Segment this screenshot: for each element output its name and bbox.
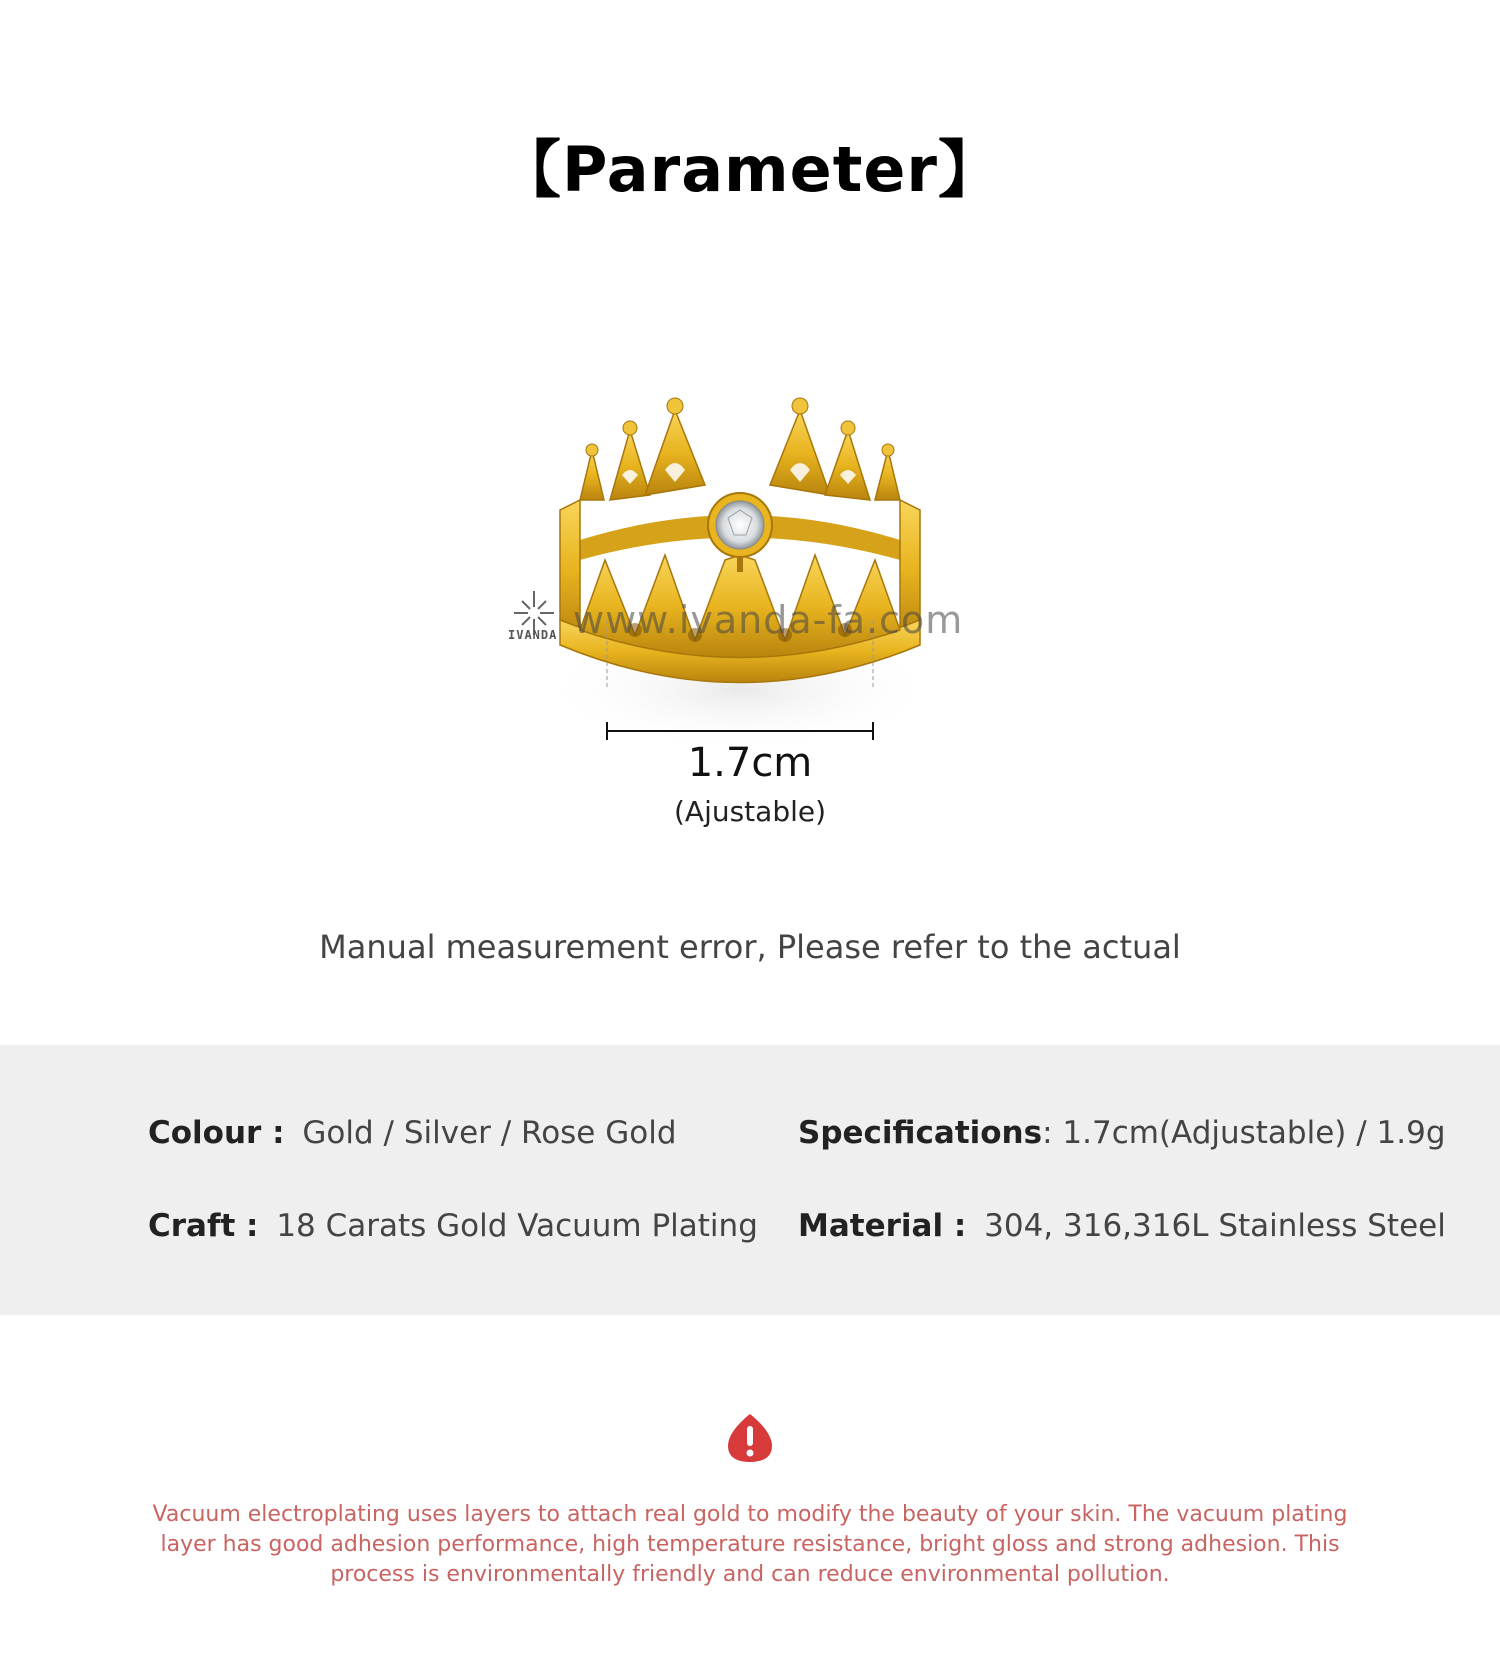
spec-craft-value: 18 Carats Gold Vacuum Plating — [276, 1208, 758, 1244]
spec-material — [798, 1208, 1446, 1244]
measurement-note: (Ajustable) — [673, 795, 827, 828]
specifications-panel — [0, 1045, 1500, 1315]
watermark-url: www.ivanda-fa.com — [573, 598, 964, 642]
spec-specifications-value: : 1.7cm(Adjustable) / 1.9g — [1042, 1115, 1446, 1151]
measurement-disclaimer: Manual measurement error, Please refer to the actual — [319, 928, 1181, 966]
spec-colour-value: Gold / Silver / Rose Gold — [302, 1115, 677, 1151]
spec-material-value: 304, 316,316L Stainless Steel — [984, 1208, 1446, 1244]
spec-material-label: Material : — [798, 1208, 967, 1244]
warning-icon — [726, 1412, 774, 1464]
spec-specifications-label: Specifications — [798, 1115, 1043, 1151]
measurement-value: 1.7cm — [687, 740, 813, 786]
spec-specifications — [798, 1115, 1446, 1151]
page-title: 【Parameter】 — [499, 133, 1001, 206]
watermark-brand: IVANDA — [508, 628, 558, 642]
spec-colour — [148, 1115, 677, 1151]
spec-colour-label: Colour : — [148, 1115, 285, 1151]
spec-craft — [148, 1208, 758, 1244]
spec-craft-label: Craft : — [148, 1208, 259, 1244]
plating-notice: Vacuum electroplating uses layers to attach real gold to modify the beauty of your skin. The vacuum plating layer has good adhesion performance, high temperature resistance, bright gloss and strong adhesion. This process is environmentally friendly and can reduce environmental pollution. — [152, 1502, 1348, 1587]
